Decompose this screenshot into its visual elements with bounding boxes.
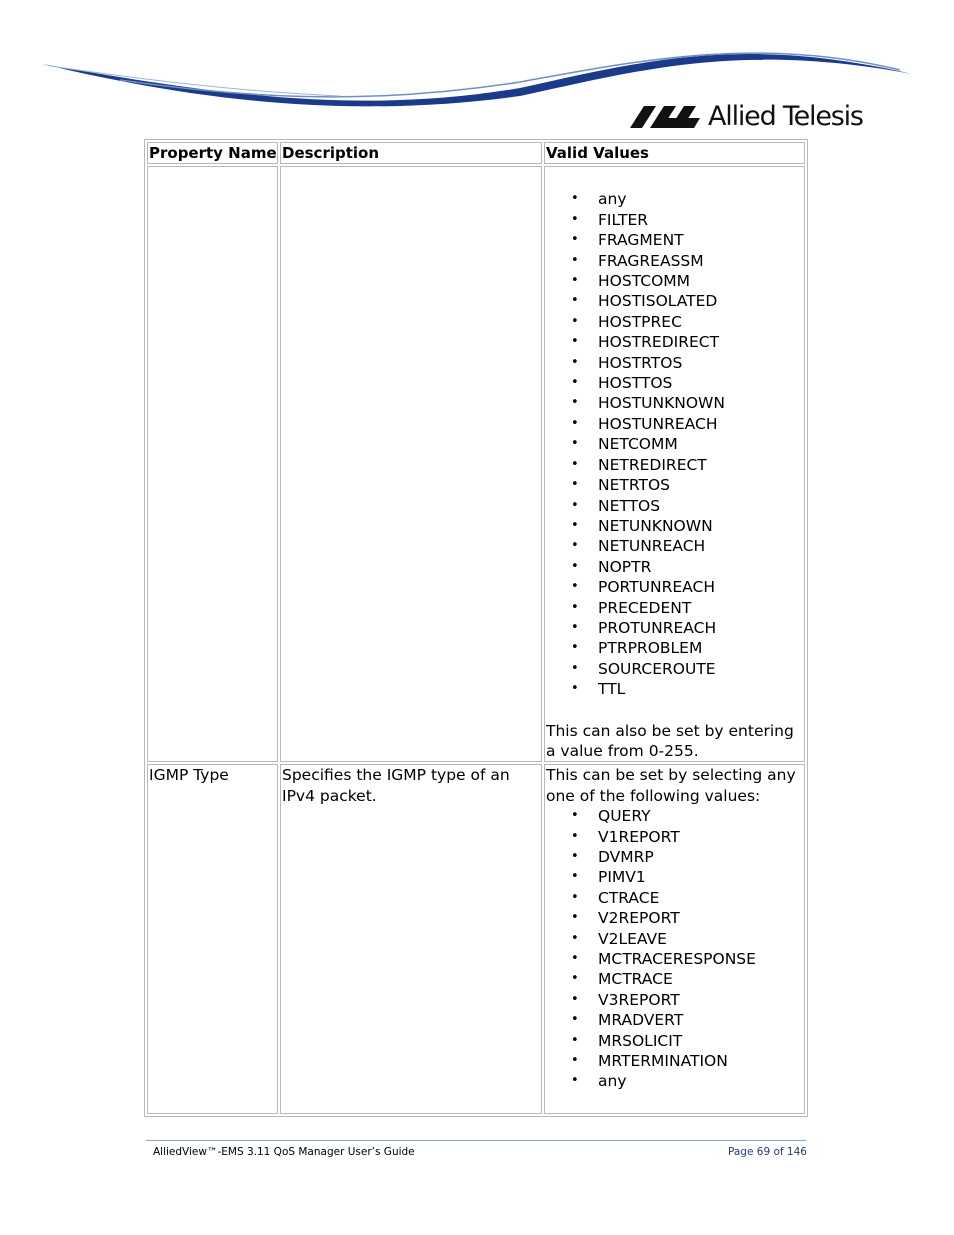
list-item: • MCTRACE [598,969,804,989]
row2-description-cell: Specifies the IGMP type of an IPv4 packet. [280,764,542,1114]
list-item: • NETCOMM [598,434,804,454]
list-item: • HOSTREDIRECT [598,332,804,352]
list-item: • NETUNKNOWN [598,516,804,536]
list-item: • V3REPORT [598,990,804,1010]
list-item: • HOSTCOMM [598,271,804,291]
list-item: • MCTRACERESPONSE [598,949,804,969]
list-item: • HOSTRTOS [598,353,804,373]
row2-values-intro: This can be set by selecting any one of the following values: [546,766,796,805]
footer-divider [146,1140,806,1141]
list-item: • NETTOS [598,496,804,516]
list-item: • any [598,1071,804,1091]
list-item: • HOSTTOS [598,373,804,393]
list-item: • FRAGREASSM [598,251,804,271]
list-item: • V2LEAVE [598,929,804,949]
list-item: • MRADVERT [598,1010,804,1030]
table-row [147,764,805,1114]
list-item: • TTL [598,679,804,699]
header-description: Description [280,142,542,164]
list-item: • V2REPORT [598,908,804,928]
row1-values-note: This can also be set by entering a value from 0-255. [546,721,794,760]
row2-property-cell: IGMP Type [147,764,278,1114]
row2-values-cell [544,764,805,1114]
list-item: • PROTUNREACH [598,618,804,638]
list-item: • DVMRP [598,847,804,867]
list-item: • FRAGMENT [598,230,804,250]
list-item: • PTRPROBLEM [598,638,804,658]
list-item: • NOPTR [598,557,804,577]
list-item: • NETREDIRECT [598,455,804,475]
header-property-name: Property Name [147,142,278,164]
row2-values-list [546,806,804,1092]
list-item: • HOSTUNREACH [598,414,804,434]
list-item: • any [598,189,804,209]
list-item: • MRTERMINATION [598,1051,804,1071]
row1-property-cell [147,166,278,762]
list-item: • NETRTOS [598,475,804,495]
list-item: • V1REPORT [598,827,804,847]
list-item: • SOURCEROUTE [598,659,804,679]
list-item: • PRECEDENT [598,598,804,618]
list-item: • QUERY [598,806,804,826]
list-item: • PORTUNREACH [598,577,804,597]
allied-telesis-logo [630,101,863,133]
table-header-row [147,142,805,164]
footer-page-number: Page 69 of 146 [728,1146,807,1158]
row1-description-cell [280,166,542,762]
list-item: • MRSOLICIT [598,1031,804,1051]
allied-telesis-mark-icon [630,104,702,130]
footer-guide-title: AlliedView™-EMS 3.11 QoS Manager User’s Guide [153,1146,415,1158]
list-item: • CTRACE [598,888,804,908]
list-item: • HOSTISOLATED [598,291,804,311]
list-item: • HOSTUNKNOWN [598,393,804,413]
row1-values-list [546,189,804,699]
list-item: • HOSTPREC [598,312,804,332]
header-valid-values: Valid Values [544,142,805,164]
brand-name: Allied Telesis [708,101,863,132]
table-row [147,166,805,762]
list-item: • NETUNREACH [598,536,804,556]
row1-values-cell [544,166,805,762]
list-item: • PIMV1 [598,867,804,887]
list-item: • FILTER [598,210,804,230]
properties-table [144,139,808,1117]
